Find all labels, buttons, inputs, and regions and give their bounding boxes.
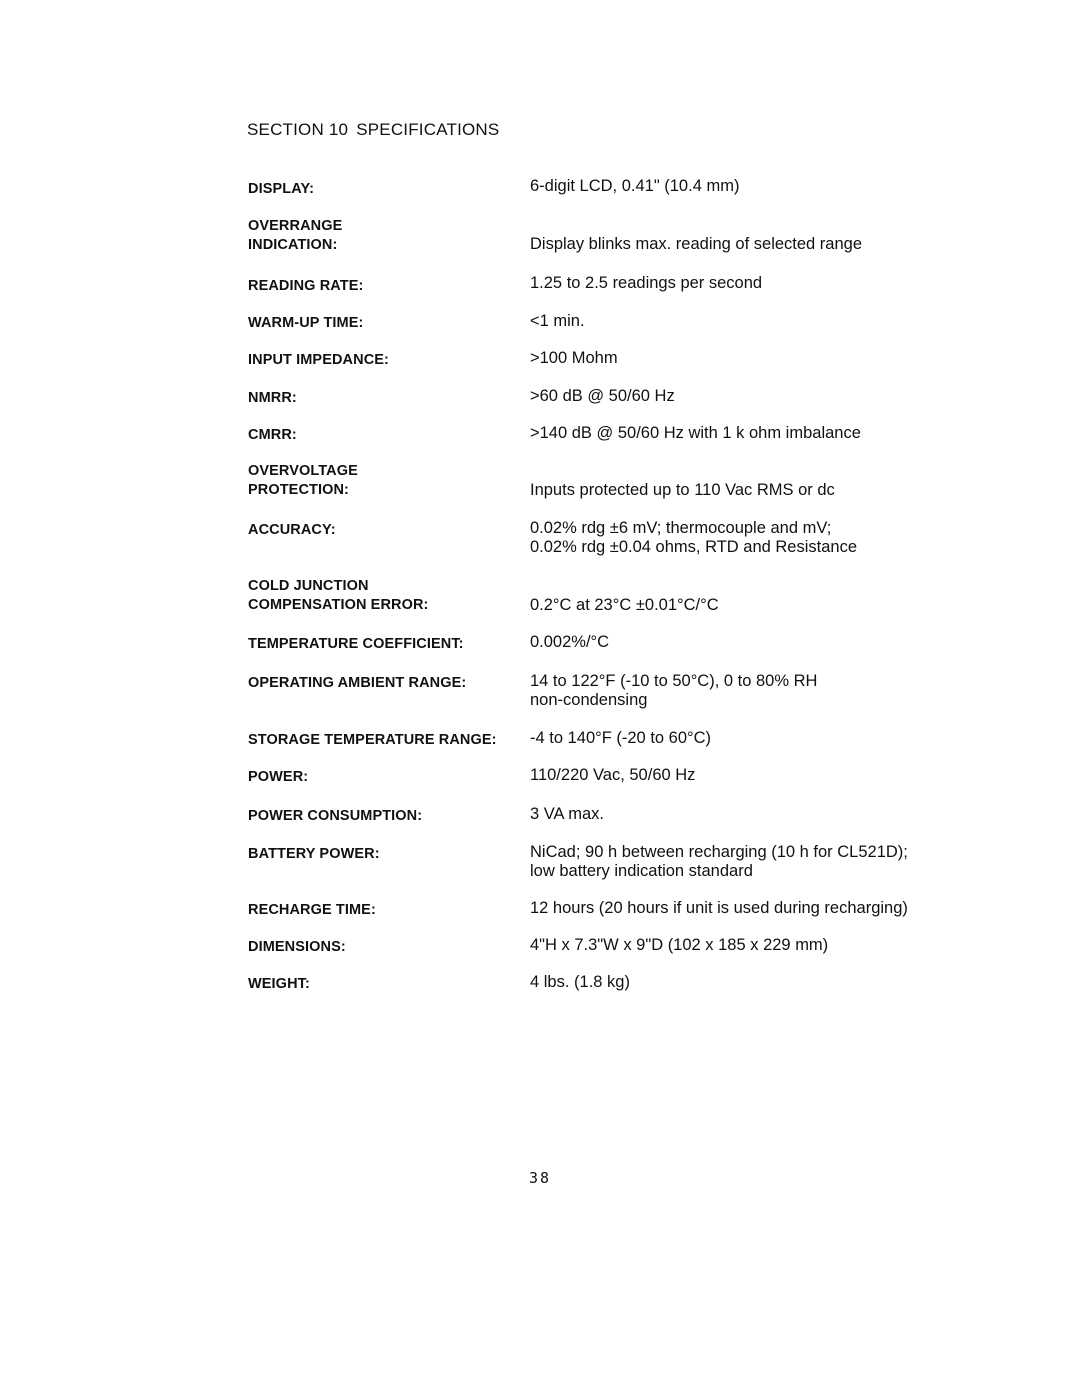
spec-value: >60 dB @ 50/60 Hz	[530, 387, 675, 405]
spec-value: >100 Mohm	[530, 349, 618, 367]
spec-value: NiCad; 90 h between recharging (10 h for CL521D); low battery indication standard	[530, 843, 908, 880]
spec-label: RECHARGE TIME:	[248, 902, 376, 918]
spec-label: READING RATE:	[248, 278, 364, 294]
page-title	[247, 120, 499, 140]
spec-value: Inputs protected up to 110 Vac RMS or dc	[530, 481, 835, 499]
spec-label: OVERRANGE INDICATION:	[248, 218, 343, 253]
spec-label: CMRR:	[248, 427, 297, 443]
spec-value: >140 dB @ 50/60 Hz with 1 k ohm imbalance	[530, 424, 861, 442]
spec-label: OPERATING AMBIENT RANGE:	[248, 675, 467, 691]
spec-value: 6-digit LCD, 0.41" (10.4 mm)	[530, 177, 740, 195]
spec-value: 4"H x 7.3"W x 9"D (102 x 185 x 229 mm)	[530, 936, 829, 954]
spec-label: INPUT IMPEDANCE:	[248, 352, 389, 368]
spec-label: COLD JUNCTION COMPENSATION ERROR:	[248, 578, 429, 613]
spec-value: 14 to 122°F (-10 to 50°C), 0 to 80% RH non-condensing	[530, 672, 818, 709]
section-label: SECTION 10	[247, 120, 349, 139]
spec-label: STORAGE TEMPERATURE RANGE:	[248, 732, 497, 748]
spec-label: WARM-UP TIME:	[248, 315, 364, 331]
section-title: SPECIFICATIONS	[356, 120, 500, 139]
spec-label: BATTERY POWER:	[248, 846, 380, 862]
spec-value: 12 hours (20 hours if unit is used during recharging)	[530, 899, 908, 917]
spec-value: 3 VA max.	[530, 805, 604, 823]
spec-value: <1 min.	[530, 312, 585, 330]
spec-value: 1.25 to 2.5 readings per second	[530, 274, 763, 292]
spec-value: 0.02% rdg ±6 mV; thermocouple and mV; 0.02% rdg ±0.04 ohms, RTD and Resistance	[530, 519, 858, 556]
spec-value: 110/220 Vac, 50/60 Hz	[530, 766, 696, 784]
spec-value: 0.2°C at 23°C ±0.01°C/°C	[530, 596, 719, 614]
spec-value: 4 lbs. (1.8 kg)	[530, 973, 630, 991]
spec-label: DISPLAY:	[248, 181, 315, 197]
spec-label: OVERVOLTAGE PROTECTION:	[248, 463, 358, 498]
spec-label: NMRR:	[248, 390, 297, 406]
spec-label: ACCURACY:	[248, 522, 336, 538]
spec-value: Display blinks max. reading of selected range	[530, 235, 863, 253]
spec-label: POWER CONSUMPTION:	[248, 808, 423, 824]
spec-label: POWER:	[248, 769, 309, 785]
spec-value: -4 to 140°F (-20 to 60°C)	[530, 729, 712, 747]
page-number: 38	[528, 1169, 552, 1187]
spec-label: WEIGHT:	[248, 976, 310, 992]
spec-label: DIMENSIONS:	[248, 939, 346, 955]
spec-value: 0.002%/°C	[530, 633, 610, 651]
spec-label: TEMPERATURE COEFFICIENT:	[248, 636, 464, 652]
